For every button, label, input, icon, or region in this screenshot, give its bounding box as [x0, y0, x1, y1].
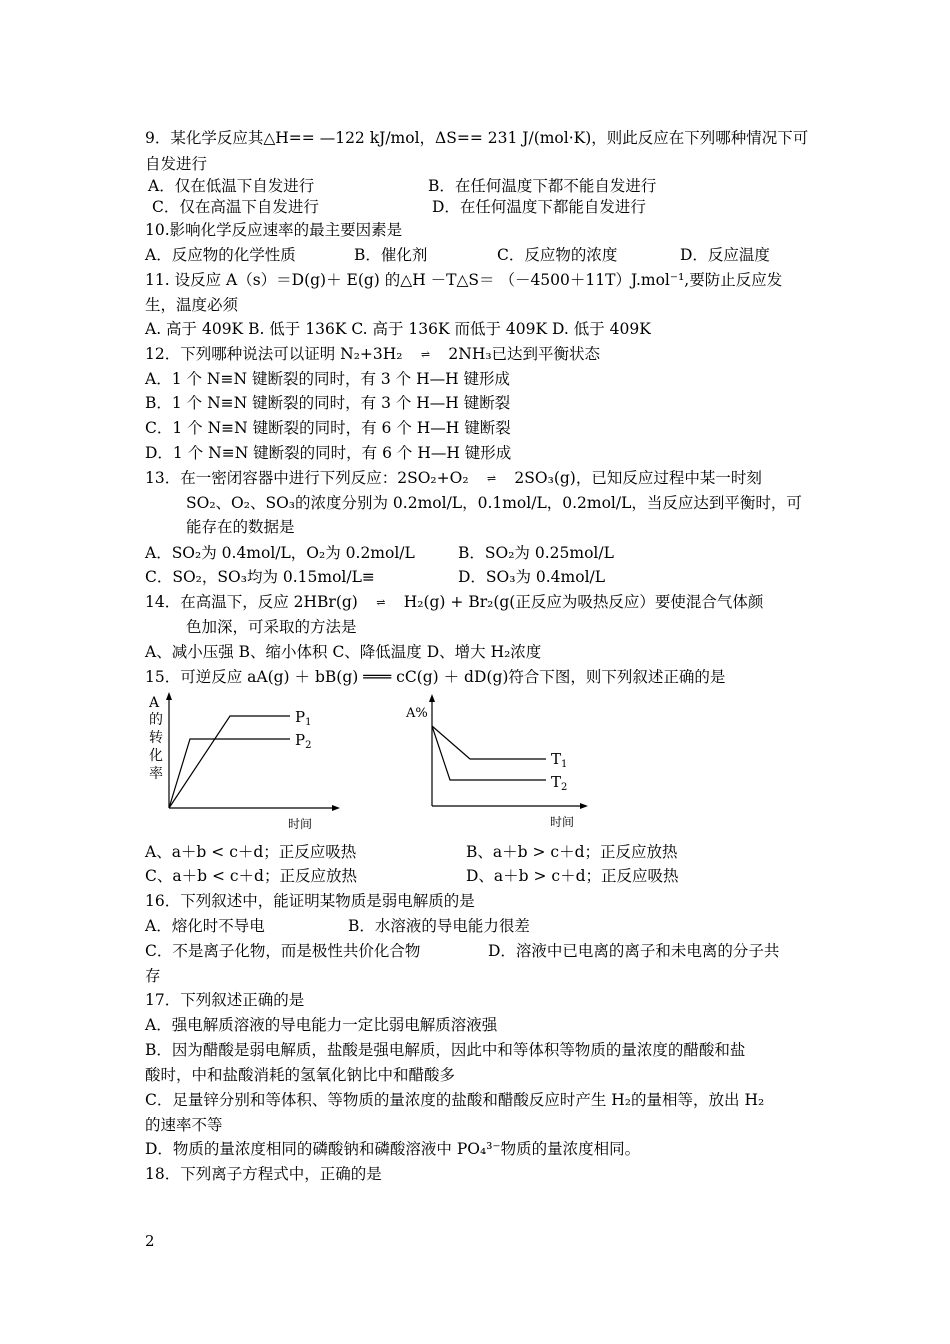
q17-option-c-line1: C．足量锌分别和等体积、等物质的量浓度的盐酸和醋酸反应时产生 H₂的量相等，放出 H₂ [145, 1091, 765, 1109]
graph1-line-p1 [169, 716, 290, 808]
q9-option-d: D．在任何温度下都能自发进行 [432, 198, 646, 216]
q17-stem: 17．下列叙述正确的是 [145, 991, 305, 1009]
q10-stem: 10.影响化学反应速率的最主要因素是 [145, 221, 403, 239]
q9-stem-line2: 自发进行 [145, 155, 208, 173]
q13-stem-line1 [145, 468, 762, 489]
q15-graph-conversion [140, 690, 340, 830]
q14-stem-line1 [145, 592, 763, 613]
q15-option-c: C、a＋b < c＋d；正反应放热 [145, 867, 357, 885]
q9-option-a: A．仅在低温下自发进行 [148, 177, 315, 195]
equilibrium-arrow-icon: ⇌ [486, 472, 497, 485]
graph1-y-arrow-icon [166, 692, 172, 700]
q12-option-a: A．1 个 N≡N 键断裂的同时，有 3 个 H—H 键形成 [145, 370, 511, 388]
graph1-x-arrow-icon [332, 805, 340, 811]
q13-option-c: C．SO₂，SO₃均为 0.15mol/L≡ [145, 568, 375, 586]
graph2-line-t2 [432, 726, 546, 780]
q10-option-c: C．反应物的浓度 [497, 246, 618, 264]
q14-stem-pre: 14．在高温下，反应 2HBr(g) [145, 593, 358, 611]
equilibrium-arrow-icon: ⇌ [420, 348, 431, 361]
q17-option-c-line2: 的速率不等 [145, 1116, 223, 1134]
q10-option-b: B．催化剂 [354, 246, 428, 264]
q13-stem-post: 2SO₃(g)，已知反应过程中某一时刻 [514, 469, 762, 487]
q15-option-b: B、a＋b > c＋d；正反应放热 [466, 843, 678, 861]
q16-option-d: D．溶液中已电离的离子和未电离的分子共 [488, 942, 780, 960]
graph2-label-t1: $T_1$ [551, 750, 568, 770]
q12-stem [145, 344, 600, 365]
q15-graph-percent [400, 690, 610, 830]
graph2-y-arrow-icon [429, 694, 435, 702]
graph2-label-t2: $T_2$ [551, 773, 568, 793]
graph1-label-p1: $P_1$ [295, 708, 312, 728]
graph1-label-p2: $P_2$ [295, 731, 312, 751]
q12-stem-pre: 12．下列哪种说法可以证明 N₂+3H₂ [145, 345, 403, 363]
q11-stem-line2: 生，温度必须 [145, 296, 239, 314]
graph1-ylabel-char: A [149, 695, 160, 711]
q17-option-a: A．强电解质溶液的导电能力一定比弱电解质溶液强 [145, 1016, 498, 1034]
equilibrium-arrow-icon: ⇌ [376, 596, 386, 609]
q16-option-b: B．水溶液的导电能力很差 [348, 917, 530, 935]
q13-option-a: A．SO₂为 0.4mol/L，O₂为 0.2mol/L [145, 544, 415, 562]
graph1-line-p2 [169, 739, 290, 808]
graph1-ylabel-char: 率 [149, 766, 163, 782]
q10-option-d: D．反应温度 [680, 246, 770, 264]
graph1-ylabel-char: 转 [149, 730, 163, 746]
q15-option-a: A、a＋b < c＋d；正反应吸热 [145, 843, 357, 861]
graph2-line-t1 [432, 726, 546, 759]
q13-stem-line3: 能存在的数据是 [186, 518, 295, 536]
q10-option-a: A．反应物的化学性质 [145, 246, 296, 264]
q14-stem-post: H₂(g) + Br₂(g(正反应为吸热反应）要使混合气体颜 [403, 593, 764, 611]
q12-stem-post: 2NH₃已达到平衡状态 [448, 345, 601, 363]
graph2-xlabel: 时间 [550, 815, 575, 829]
q9-stem-line1: 9．某化学反应其△H== —122 kJ/mol，ΔS== 231 J/(mol·K)，则此反应在下列哪种情况下可 [145, 129, 809, 147]
q16-option-a: A．熔化时不导电 [145, 917, 265, 935]
q9-option-c: C．仅在高温下自发进行 [152, 198, 319, 216]
q13-option-b: B．SO₂为 0.25mol/L [458, 544, 614, 562]
q14-options: A、减小压强 B、缩小体积 C、降低温度 D、增大 H₂浓度 [145, 643, 542, 661]
q16-stem: 16．下列叙述中，能证明某物质是弱电解质的是 [145, 892, 475, 910]
q13-option-d: D．SO₃为 0.4mol/L [458, 568, 606, 586]
q9-option-b: B．在任何温度下都不能自发进行 [428, 177, 657, 195]
graph1-ylabel-char: 的 [149, 712, 163, 728]
q16-option-c: C．不是离子化物，而是极性共价化合物 [145, 942, 421, 960]
graph1-xlabel: 时间 [288, 817, 313, 830]
page-number: 2 [145, 1232, 155, 1250]
q12-option-c: C．1 个 N≡N 键断裂的同时，有 6 个 H—H 键断裂 [145, 419, 511, 437]
q17-option-b-line1: B．因为醋酸是弱电解质，盐酸是强电解质，因此中和等体积等物质的量浓度的醋酸和盐 [145, 1041, 746, 1059]
q13-stem-pre: 13．在一密闭容器中进行下列反应：2SO₂+O₂ [145, 469, 469, 487]
q11-options: A. 高于 409K B. 低于 136K C. 高于 136K 而低于 409K D. 低于 409K [145, 320, 651, 338]
q13-stem-line2: SO₂、O₂、SO₃的浓度分别为 0.2mol/L，0.1mol/L，0.2mol/L，当反应达到平衡时，可 [186, 494, 802, 512]
graph2-x-arrow-icon [580, 803, 588, 809]
q11-stem-line1: 11. 设反应 A（s）＝D(g)＋ E(g) 的△H －T△S＝ （－4500＋11T）J.mol⁻¹,要防止反应发 [145, 271, 783, 289]
q16-option-d-cont: 存 [145, 967, 161, 985]
q14-stem-line2: 色加深，可采取的方法是 [186, 618, 357, 636]
q15-stem: 15．可逆反应 aA(g) ＋ bB(g) ═══ cC(g) ＋ dD(g)符合下图，则下列叙述正确的是 [145, 668, 726, 686]
graph1-ylabel-char: 化 [149, 748, 163, 764]
q17-option-d: D．物质的量浓度相同的磷酸钠和磷酸溶液中 PO₄³⁻物质的量浓度相同。 [145, 1140, 641, 1158]
q12-option-b: B．1 个 N≡N 键断裂的同时，有 3 个 H—H 键断裂 [145, 394, 511, 412]
q15-option-d: D、a＋b > c＋d；正反应吸热 [466, 867, 679, 885]
q12-option-d: D．1 个 N≡N 键断裂的同时，有 6 个 H—H 键形成 [145, 444, 512, 462]
q18-stem: 18．下列离子方程式中，正确的是 [145, 1165, 382, 1183]
graph2-ylabel: A% [406, 706, 428, 721]
q17-option-b-line2: 酸时，中和盐酸消耗的氢氧化钠比中和醋酸多 [145, 1066, 456, 1084]
